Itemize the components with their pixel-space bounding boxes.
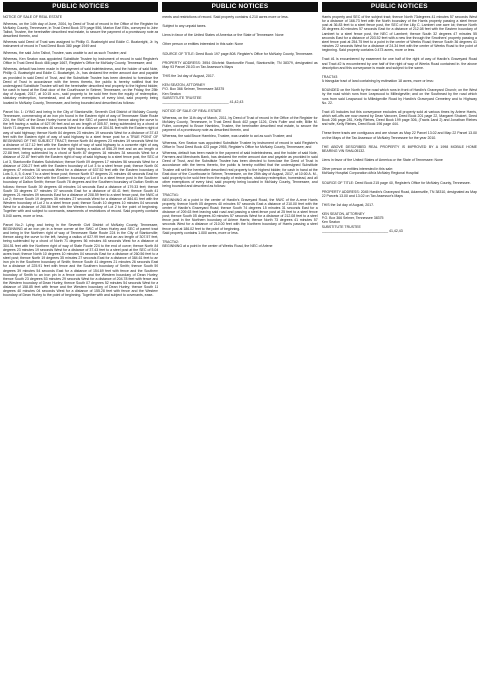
notice-date: THIS the 1st day of August, 2017. — [321, 203, 375, 207]
column-body — [322, 15, 477, 697]
column-body — [3, 15, 158, 697]
notice-paragraph: Tract #3 Includes but this conveyance excludes all property sold at various times by Arlene Harris, which sell-offs are now owned by Dean Vanover, Deed Book 201 page 22, Margaret Shukert, Deed Book 206 page 281, Kelly Riebes, Deed Book 199 page 306, (Tracts 1and 2) and Jonathan Riebes and wife, Kelly Riebes, Deed Book 196 page 444. — [321, 109, 477, 127]
column-2 — [162, 2, 317, 697]
trustee-signature: KEN SEATON, ATTORNEY P.O. Box 366 Selmer, Tennessee 38375 Ken Seaton SUBSTITUTE TRUSTEE __________________________________ 41,42,43 — [321, 212, 403, 233]
property-address: PROPERTY ADDRESS: 2045 Hardin's Graveyard Road, Adamsville, TN 38310, designated as Map 22 Parcels 13.00 and 13.02 on Tax Assessor's Maps — [321, 189, 477, 198]
notice-paragraph: Whereas, the said John Talbot, Trustee, was unable to act as such Trustee; and — [3, 50, 127, 55]
notice-paragraph: Other person or entities interested in this sale: None — [162, 42, 244, 47]
tract-description: TRACT#1: BEGINNING at a point in the center of Hardin's Graveyard Road, the NWC of the A-rene Harris property; thence North 05 degrees 40 minutes 57 seconds East a distance of 210.00 feet with the center of Hardin's Graveyard Road; thence South 74 degrees 15 minutes 31 seconds East for a distance of 209.63 feet leaving said road and passing a steel-fence post at 25 feet to a steel fence post; thence South 05 degrees 40 minutes 57 seconds West for a distance of 212.08 feet to a steel fence post in the Northern boundary of Arlene Harris; thence North 73 degrees 41 minutes 57 seconds West for a distance of 210.00 feet with the Northern boundary of Harris passing a steel fence post at 186.02 feet to the point of beginning. Said property contains 1.000 acres, more or less. — [162, 193, 318, 235]
column-header: PUBLIC NOTICES — [162, 2, 317, 12]
source-of-title: SOURCE OF TITLE: Deed Book 197 page 808. Register's Office for McNairy County, Tennessee. — [162, 51, 314, 56]
tract-description: Harris property and SEC of the subject tract; thence North 73degrees 41 minutes 57 seconds West for a distance of 166.73 feet with the North boundary of the Harris property passing a steel fence post at 36.83 feet to a steel fence post, the SEC of the Lilly C. Lambert one acre lot; thence North 05 degrees 40 minutes 57 seconds East for a distance of 212.08 feet with the Eastern boundary of Lambert to a steel fence post, the NEC of Lambert; thence South 32 degrees 47 minutes 55 seconds East for a distance of 203.52 feet with a new line through the Smothers' property passing a steel fence post at 254.75 feet to a point in the center of Weeks Road; thence South 36 degrees 41 minutes 22 seconds West for a distance of 24.34 feet with the center of Weeks Road to the point of beginning. Said property contains 0.473 acres, more or less. — [321, 15, 477, 53]
notice-paragraph: Liens in favor of the United States of America or the State of Tennessee: None — [162, 33, 284, 38]
notice-paragraph: Liens in favor of the United States of America or the State of Tennessee: None — [321, 158, 443, 163]
column-1 — [3, 2, 158, 697]
notice-paragraph: These three tracts are contiguous and are shown as Map 22 Parcel 13.02 and Map 22 Parcel 13.00 on the Maps of the Tax Assessor of McNairy Tennessee for the year 2010. — [321, 131, 477, 140]
tract-description: TRACT#3 A triangular tract of land containing by estimation 18 acres, more or less: — [321, 74, 434, 84]
column-body — [162, 15, 317, 697]
notice-paragraph: Whereas, Ken Seaton was appointed Substitute Trustee by instrument of record in said Register's Office in Trust Deed Book 466 page 1667, Register's Office for McNairy County, Tennessee; and — [3, 56, 159, 66]
notice-paragraph: Other person or entities interested in this sale: McNairy Hospital Corporation d/b/a McNairy Regional Hospital — [321, 167, 419, 176]
notice-paragraph: Whereas, the said Bruce Hambleu, Trustee, was unable to act as such Trustee; and — [162, 134, 293, 139]
notice-paragraph: Whereas, default has been made in the payment of said indebtedness, and the holder of said Note, Farmers and Merchants Bank, has declared the entire amount due and payable as provided in said Deed of Trust, and the Substitute Trustee has been directed to foreclose the Deed of Trust in accordance with the terms thereto, the public is hereby notified that the undersigned Substitute Trustee will sell the hereinafter described real property to the highest bidder, for cash in hand at the East door of the Courthouse in Selmer, Tennessee, on the 25th day of August, 2017, at 10:00 A. M., said property to be sold free from the equity of redemption, statutory redemption, homestead, and all other exemptions of every kind, said property being located in McNairy County, Tennessee, and being bounded and described as follows: — [162, 150, 318, 189]
notice-paragraph: THE ABOVE DESCRIBED REAL PROPERTY IS IMPROVED BY A 1998 MOBILE HOME BEARING VIN SHAL05132. — [321, 144, 477, 153]
column-header: PUBLIC NOTICES — [3, 2, 158, 12]
notice-paragraph: ments and restrictions of record. Said property contains 4.210 acres more or less. — [162, 15, 289, 19]
column-header: PUBLIC NOTICES — [322, 2, 477, 12]
notice-date: THIS the 1st day of August, 2017. — [162, 74, 215, 79]
trustee-signature: KEN SEATON, ATTORNEY P.O. Box 366 Selmer, Tennessee 38375 Ken Seaton SUBSTITUTE TRUSTEE __________________________________ 41,42,43 — [162, 83, 244, 104]
tract-description: BOUNDED on the North by the road which runs in front of Hardin's Graveyard Church; on the West by the road which runs from Leapwood to Milledgeville; and on the Southeast by the road which runs from said Leapwood to Milledgeville Road by Hardin's Graveyard Cemetery and to Highway No. 22. — [321, 88, 477, 105]
notice-paragraph: Whereas said Deed of Trust was assigned to Phillip G. Boatwright and Eddie C. Boatwright, Jr. by instrument of record in Trust Deed Book 380 page 1949 and — [3, 40, 159, 49]
property-address: PROPERTY ADDRESS: 3954 Gilchrist Stantonville Road, Stantonville, TN 38379, designated as Map 93 Parcel 28.03 on Tax Assessor's Maps — [162, 60, 318, 69]
notice-paragraph: Tract #1 is encumbered by easement for one half of the right of way of Hardin's Graveyard Road and Tract #2 is encumbered by one half of the right of way of Weeks Road contained in. the above description and this conveyance is made and subject to the same. — [321, 57, 477, 70]
notice-title: NOTICE OF SALE OF REAL ESTATE — [3, 15, 63, 19]
parcel-description: Parcel No. 1: LYING and being in the City of Stantonville, Seventh Civil District of McNairy County, Tennessee, commencing at an iron pin found in the Eastern right of way of Tennessee State Route 224, the SWC of the Dean Hurley home lot and the SEC of parent tract; thence along the curve to the left having a radius of 627.99 feet and an arc length of 305.57, being subtended by a chord of North 71 degrees 56 minutes 46 seconds West for a distance of 304.51 feet with the Eastern right of way of said highway; thence North 84 degrees 23 minutes 19 seconds West for a distance of 37.43 feet with the Eastern right of way of said highway to a steel fence post for a TRUE POINT OF BEGINNING OF THE SUBJECT TRACT; thence North 84 degrees 23 minutes 19 seconds West for a distance of 117.12 feet with the Eastern right of way of said highway to a concrete right of way monument; thence along a curve to the right having a radius of 556.29 feet and an arc length of 22.88 feet, being subtended by a chord of North 87 degrees 16 minutes 34 seconds West for a distance of 22.87 feet with the Eastern right of way of said highway to a steel fence post, the SEC of Lot 3, Stantonville Estates Subdivision; thence North 09 degrees 17 minutes 56 seconds West for a distance of 226.27 feet with the Eastern boundary of Lot 3 to a steel fence post; thence North 00 degrees 47 minutes 16 seconds West for a distance of 637.52 feet with the Eastern boundary of Lots 3, 4, 5, 6 and 7 to a steel fence post; thence North 57 degrees 21 minutes 46 seconds East for a distance of 100.00 feet with the Eastern boundary of Lot 8 to a steel fence post in the Southern boundary of Dalton Smith; thence South 78 degrees and the Southern boundary of Dalton Smith as follows: thence South 39 degrees 48 minutes 14 seconds East a distance of 179.33 feet; thence South 33 degrees 07 minutes 07 seconds East for a distance of 40.41 feet; thence South 41 degrees 21 minutes 09 seconds East for a distance of 208.59 feet to a steel fence post, the NWC of Lot 2; thence South 19 degrees 35 minutes 27 seconds West for a distance of 384.61 feet with the Western boundary of Lot 2 to a steel fence post; thence South 10 degrees 10 minutes 04 seconds West for a distance of 260.56 feet with the Western boundary of Lot 2 to the point of beginning. Together with and subject to covenants, easements of restrictions of record. Said property contains 5.040 acres, more or less. — [3, 109, 159, 218]
source-of-title: SOURCE OF TITLE: Deed Book 215 page 40, Register's Office for McNairy County, Tennessee. — [321, 180, 471, 185]
column-3 — [322, 2, 477, 697]
notice-paragraph: Subject to any unpaid taxes. — [162, 24, 207, 29]
newspaper-page — [3, 2, 477, 697]
tract-description: TRACT#2: BEGINNING at a point in the center of Weeks Road, the NEC of Arlene — [162, 239, 273, 249]
notice-paragraph: Whereas, default has been made in the payment of said indebtedness, and the holder of said Note, Phillip G. Boatwright and Eddie C. Boatwright, Jr., has declared the entire amount due and payable as provided in said Deed of Trust, and the Substitute Trustee has been directed to foreclose the Deed of Trust in accordance with the terms thereto, the public is hereby notified that the undersigned Substitute Trustee will sell the hereinafter described real property to the highest bidder, for cash in hand at the East door of the Courthouse in Selmer, Tennessee, on the Friday, the 25th day of August, 2017, at 10:15 a.m., said property to be sold free from the equity of redemption, statutory redemption, homestead, and all other exemptions of every kind, said property being located in McNairy County, Tennessee, and being bounded and described as follows: — [3, 67, 159, 105]
notice-paragraph: Whereas, on the 11th day of March, 2011, by Deed of Trust of record in the Office of the Register for McNairy County, Tennessee, in Trust Deed Book 402 page 1126, Chris Fuller and wife, Billie M. Fuller, conveyed to Bruce Hambleu, Trustee, the hereinafter described real estate, to secure the payment of a promissory note as described therein, and — [162, 115, 318, 133]
notice-title: NOTICE OF SALE OF REAL ESTATE — [162, 109, 222, 114]
notice-paragraph: Whereas, on the 14th day of June, 2004, by Deed of Trust of record in the Office of the Register for McNairy County, Tennessee, in Trust Deed Book 379 page 556, Marion Earl Ellis, conveyed to John Talbot, Trustee, the hereinafter described real estate, to secure the payment of a promissory note as described therein, and — [3, 21, 159, 39]
notice-paragraph: Whereas, Ken Seaton was appointed Substitute Trustee by instrument of record in said Register's Office in Trust Deed Book 423 page 2955, Register's Office for McNairy County, Tennessee; and — [162, 140, 318, 149]
parcel-description: Parcel No.2: Lying and being in the Seventh Civil District of McNairy County, Tennessee, BEGINNING at an iron pin in a fence corner at the SWC of Dean Hurley and SEC of parent tract and being in the Northern right of way of Tennessee State Route 224 in the City of Stantonville; thence along the curve to the left, having a radius of 627.99 feet and an arc length of 307.57 feet, being subtended by a chord of North 71 degrees 56 minutes 46 seconds West for a distance of 304.51 feet with the Northern right of way of State Route 224 to the end of curve; thence North 84 degrees 23 minutes 19 seconds West for a distance of 37.43 feet to a steel post at the SEC of 5.04 acres tract; thence North 10 degrees 10 minutes 04 seconds East for a distance of 260.56 feet to a steel post; thence North 19 degrees 35 minutes 27 seconds East for a distance of 384.61 feet to an iron pin in the Southern boundary of Smith; thence South 41 degrees 21 minutes 26 seconds East for a distance of 225.91 feet with fence and the Southern boundary of Smith; thence South 59 degrees 39 minutes 54 seconds East for a distance of 154.69 feet with fence and the Southern boundary of Smith to an iron pin in a fence corner and the Western boundary of Dean Hurley; thence South 23 degrees 53 minutes 29 seconds West for a distance of 204.78 feet with fence and the Western boundary of Dean Hurley; thence South 07 degrees 52 minutes 54 seconds West for a distance of 158.85 feet with fence and the Western boundary of Dean Hurley; thence South 11 degrees 40 minutes 04 seconds West for a distance of 155.28 feet with fence and the Western boundary of Dean Hurley to the point of beginning. Together with and subject to covenants, ease- — [3, 222, 159, 298]
